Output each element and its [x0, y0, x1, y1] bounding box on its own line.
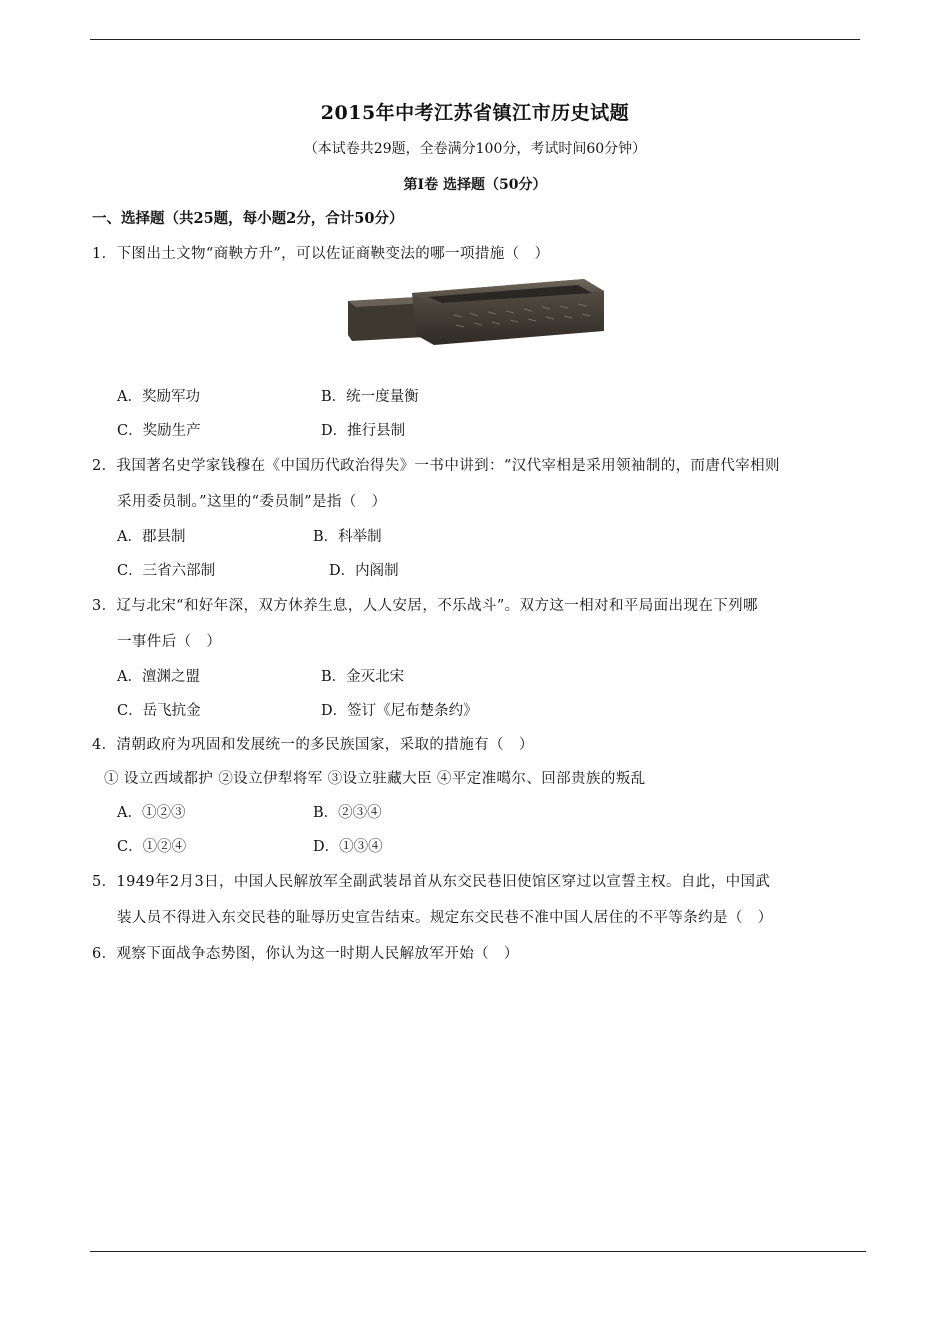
exam-subtitle: （本试卷共29题，全卷满分100分，考试时间60分钟）: [303, 141, 647, 157]
question-4-option-a: A．①②③: [117, 805, 186, 821]
top-rule: [90, 39, 860, 40]
question-3-option-a: A．澶渊之盟: [117, 669, 200, 685]
question-4-items: ① 设立西域都护 ②设立伊犁将军 ③设立驻藏大臣 ④平定准噶尔、回部贵族的叛乱: [104, 771, 646, 787]
question-2-option-a: A．郡县制: [117, 529, 186, 545]
question-3-option-d: D．签订《尼布楚条约》: [321, 703, 478, 719]
bottom-rule: [90, 1251, 866, 1252]
question-4-option-c: C．①②④: [117, 839, 187, 855]
question-1-option-a: A．奖励军功: [117, 389, 200, 405]
question-4-stem: 4．清朝政府为巩固和发展统一的多民族国家，采取的措施有（ ）: [92, 737, 534, 753]
question-3-option-c: C．岳飞抗金: [117, 703, 201, 719]
question-1-option-c: C．奖励生产: [117, 423, 201, 439]
question-2-stem-continued: 采用委员制。”这里的“委员制”是指（ ）: [117, 494, 387, 510]
question-3-stem-continued: 一事件后（ ）: [117, 634, 222, 650]
question-2-option-b: B．科举制: [313, 529, 382, 545]
question-4-option-b: B．②③④: [313, 805, 382, 821]
shang-yang-fangsheng-artifact-image: [346, 273, 608, 349]
question-1-stem: 1．下图出土文物“商鞅方升”，可以佐证商鞅变法的哪一项措施（ ）: [92, 246, 550, 262]
question-1-option-b: B．统一度量衡: [321, 389, 419, 405]
question-1-option-d: D．推行县制: [321, 423, 406, 439]
question-2-option-d: D．内阁制: [329, 563, 399, 579]
part-heading: 第I卷 选择题（50分）: [403, 177, 547, 193]
question-5-stem: 5．1949年2月3日，中国人民解放军全副武装昂首从东交民巷旧使馆区穿过以宣誓主权。自此，中国武: [92, 874, 771, 890]
section-heading: 一、选择题（共25题，每小题2分，合计50分）: [92, 210, 404, 227]
question-5-stem-continued: 装人员不得进入东交民巷的耻辱历史宣告结束。规定东交民巷不准中国人居住的不平等条约是（ ）: [117, 910, 773, 926]
question-4-option-d: D．①③④: [313, 839, 383, 855]
exam-title: 2015年中考江苏省镇江市历史试题: [320, 102, 630, 124]
question-3-option-b: B．金灭北宋: [321, 669, 405, 685]
question-2-stem: 2．我国著名史学家钱穆在《中国历代政治得失》一书中讲到：“汉代宰相是采用领袖制的，而唐代宰相则: [92, 458, 780, 474]
question-2-option-c: C．三省六部制: [117, 563, 216, 579]
question-6-stem: 6．观察下面战争态势图，你认为这一时期人民解放军开始（ ）: [92, 946, 519, 962]
question-3-stem: 3．辽与北宋“和好年深，双方休养生息，人人安居，不乐战斗”。双方这一相对和平局面出现在下列哪: [92, 598, 758, 614]
